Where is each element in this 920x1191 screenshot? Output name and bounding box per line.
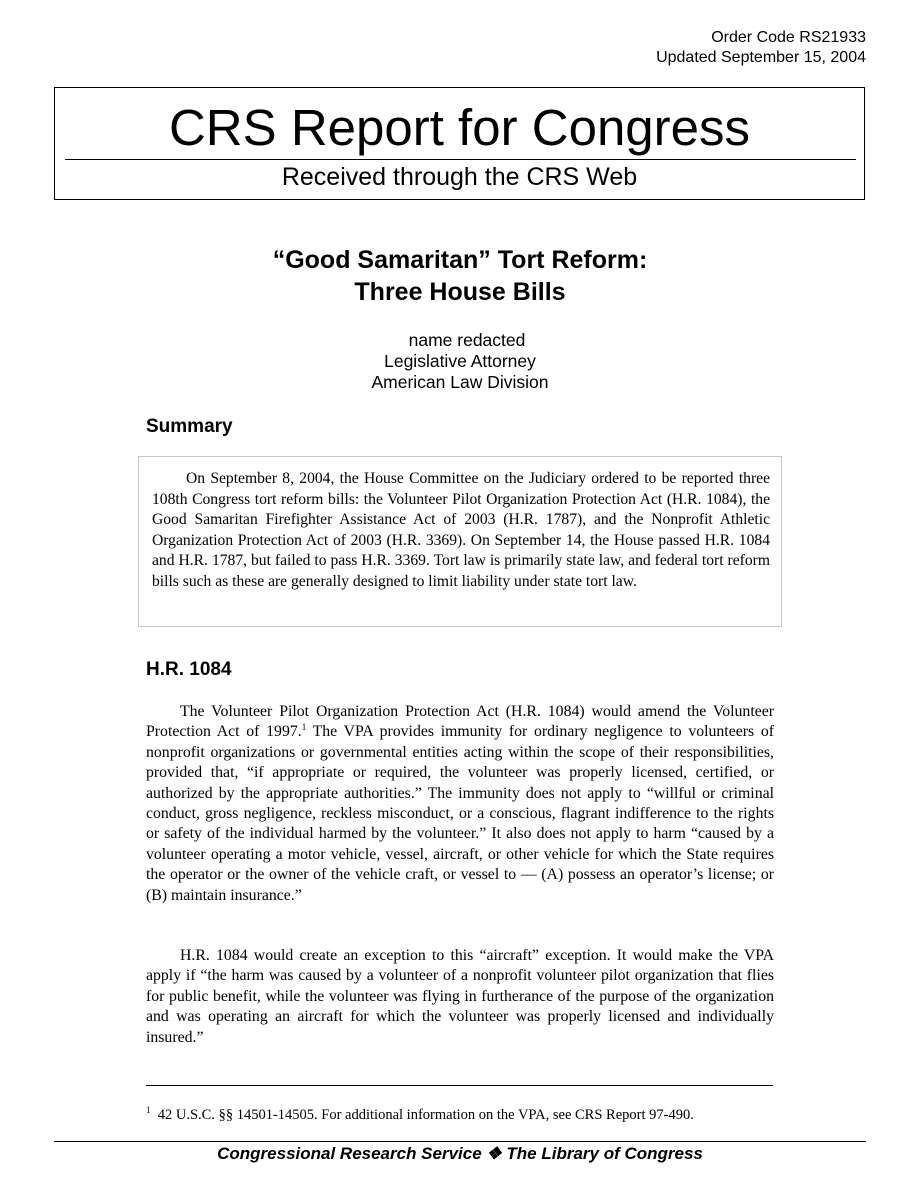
author-block	[0, 330, 920, 393]
paragraph-1-text-b: The VPA provides immunity for ordinary negligence to volunteers of nonprofit organizations or governmental entities acting within the scope of their responsibilities, provided that, “if appropriate or required, the volunteer was properly licensed, certified, or authorized by the appropriate authorities.” The immunity does not apply to “willful or criminal conduct, gross negligence, reckless misconduct, or a conscious, flagrant indifference to the rights or safety of the individual harmed by the volunteer.” It also does not apply to harm “caused by a volunteer operating a motor vehicle, vessel, aircraft, or other vehicle for which the State requires the operator or the owner of the vehicle craft, or vessel to — (A) possess an operator’s license; or (B) maintain insurance.”	[146, 723, 774, 904]
report-banner	[54, 87, 865, 200]
footnote-marker: 1	[146, 1105, 151, 1115]
diamond-separator-icon: ❖	[486, 1144, 502, 1163]
summary-heading: Summary	[146, 416, 233, 437]
summary-box	[138, 456, 782, 627]
order-code: Order Code RS21933	[711, 29, 866, 46]
footnote	[146, 1106, 694, 1124]
footer-right: The Library of Congress	[506, 1144, 703, 1163]
footnote-text: 42 U.S.C. §§ 14501-14505. For additional information on the VPA, see CRS Report 97-490.	[157, 1107, 694, 1123]
footnote-divider	[146, 1085, 773, 1086]
updated-date: Updated September 15, 2004	[656, 49, 866, 66]
section-paragraph-1	[146, 702, 774, 906]
footnote-reference: 1	[301, 722, 307, 733]
title-line-1: “Good Samaritan” Tort Reform:	[272, 246, 648, 274]
title-line-2: Three House Bills	[354, 278, 566, 306]
author-division: American Law Division	[371, 372, 549, 392]
footer-left: Congressional Research Service	[217, 1144, 482, 1163]
banner-divider	[65, 159, 856, 160]
paragraph-1-text-a: The Volunteer Pilot Organization Protection Act (H.R. 1084) would amend the Volunteer Protection Act of 1997.	[146, 703, 774, 741]
order-code-block	[656, 28, 866, 68]
author-role: Legislative Attorney	[384, 351, 536, 371]
footer-divider	[54, 1141, 866, 1142]
author-name: name redacted	[408, 330, 526, 350]
document-title	[0, 244, 920, 308]
summary-text: On September 8, 2004, the House Committee on the Judiciary ordered to be reported three 108th Congress tort reform bills: the Volunteer Pilot Organization Protection Act (H.R. 1084), the Good Samaritan Firefighter Assistance Act of 2003 (H.R. 1787), and the Nonprofit Athletic Organization Protection Act of 2003 (H.R. 3369). On September 14, the House passed H.R. 1084 and H.R. 1787, but failed to pass H.R. 3369. Tort law is primarily state law, and federal tort reform bills such as these are generally designed to limit liability under state tort law.	[152, 470, 770, 590]
banner-title: CRS Report for Congress	[168, 99, 751, 156]
section-paragraph-2: H.R. 1084 would create an exception to this “aircraft” exception. It would make the VPA apply if “the harm was caused by a volunteer of a nonprofit volunteer pilot organization that flies for public benefit, while the volunteer was flying in furtherance of the purpose of the organization and was operating an aircraft for which the volunteer was properly licensed and individually insured.”	[146, 947, 774, 1046]
section-heading: H.R. 1084	[146, 659, 232, 680]
banner-subtitle: Received through the CRS Web	[281, 163, 638, 191]
page-footer	[0, 1143, 920, 1165]
